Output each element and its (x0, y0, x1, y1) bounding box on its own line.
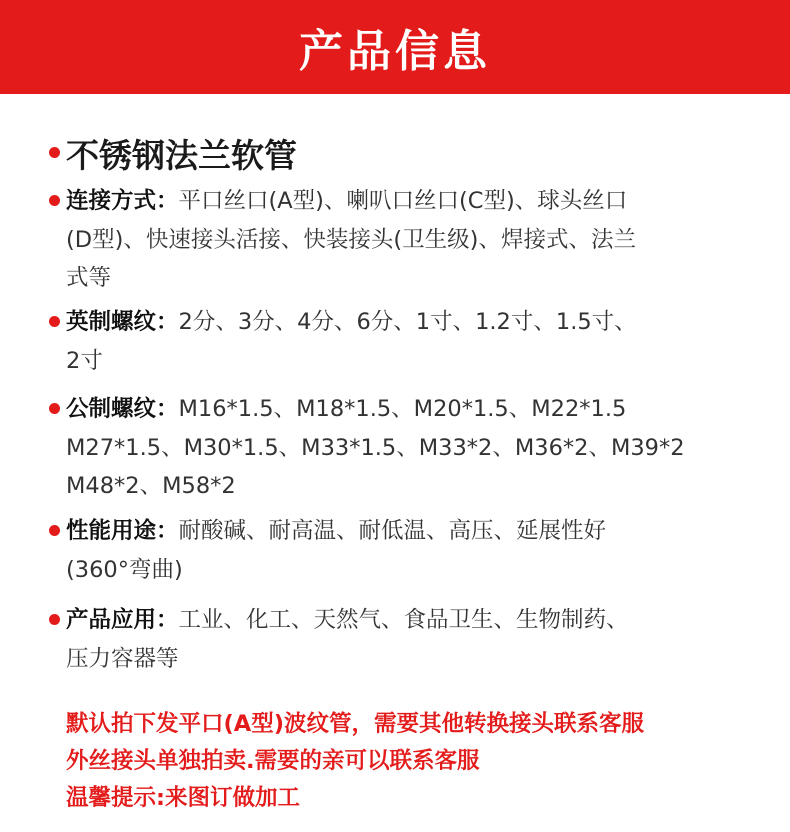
spec-value: 平口丝口(A型)、喇叭口丝口(C型)、球头丝口 (178, 188, 628, 214)
bullet-dot (49, 614, 60, 625)
spec-line (66, 601, 756, 640)
spec-line (66, 390, 756, 429)
spec-value: 压力容器等 (66, 645, 179, 672)
spec-value: 工业、化工、天然气、食品卫生、生物制药、 (178, 607, 629, 633)
spec-value: 2分、3分、4分、6分、1寸、1.2寸、1.5寸、 (178, 309, 637, 335)
spec-line (66, 303, 756, 342)
bullet-dot (49, 147, 60, 158)
spec-value: (360°弯曲) (66, 556, 183, 583)
page-title: 产品信息 (299, 26, 491, 77)
spec-value: M16*1.5、M18*1.5、M20*1.5、M22*1.5 (178, 396, 627, 422)
spec-line (66, 512, 756, 551)
spec-value: (D型)、快速接头活接、快装接头(卫生级)、焊接式、法兰 (66, 226, 636, 253)
spec-value: M48*2、M58*2 (66, 473, 236, 499)
spec-value: 耐酸碱、耐高温、耐低温、高压、延展性好 (178, 518, 607, 544)
notes-section (66, 706, 766, 817)
note-line: 默认拍下发平口(A型)波纹管，需要其他转换接头联系客服 (66, 711, 644, 737)
spec-line (66, 182, 756, 221)
spec-label: 性能用途： (66, 518, 179, 544)
spec-application (66, 601, 756, 678)
spec-value: M27*1.5、M30*1.5、M33*1.5、M33*2、M36*2、M39*2 (66, 434, 685, 461)
spec-value: 2寸 (66, 347, 103, 374)
spec-performance (66, 512, 756, 589)
spec-connection (66, 182, 756, 298)
header-banner (0, 0, 790, 94)
spec-label: 公制螺纹： (66, 396, 179, 422)
spec-value: 式等 (66, 265, 112, 291)
bullet-dot (49, 316, 60, 327)
spec-metric-thread (66, 390, 756, 506)
bullet-dot (49, 195, 60, 206)
spec-label: 连接方式： (66, 188, 179, 214)
spec-label: 产品应用： (66, 607, 179, 633)
spec-label: 英制螺纹： (66, 309, 179, 335)
bullet-dot (49, 403, 60, 414)
note-line: 温馨提示:来图订做加工 (66, 785, 300, 811)
bullet-dot (49, 525, 60, 536)
product-name: 不锈钢法兰软管 (66, 136, 297, 175)
note-line: 外丝接头单独拍卖.需要的亲可以联系客服 (66, 748, 480, 774)
spec-imperial-thread (66, 303, 756, 380)
